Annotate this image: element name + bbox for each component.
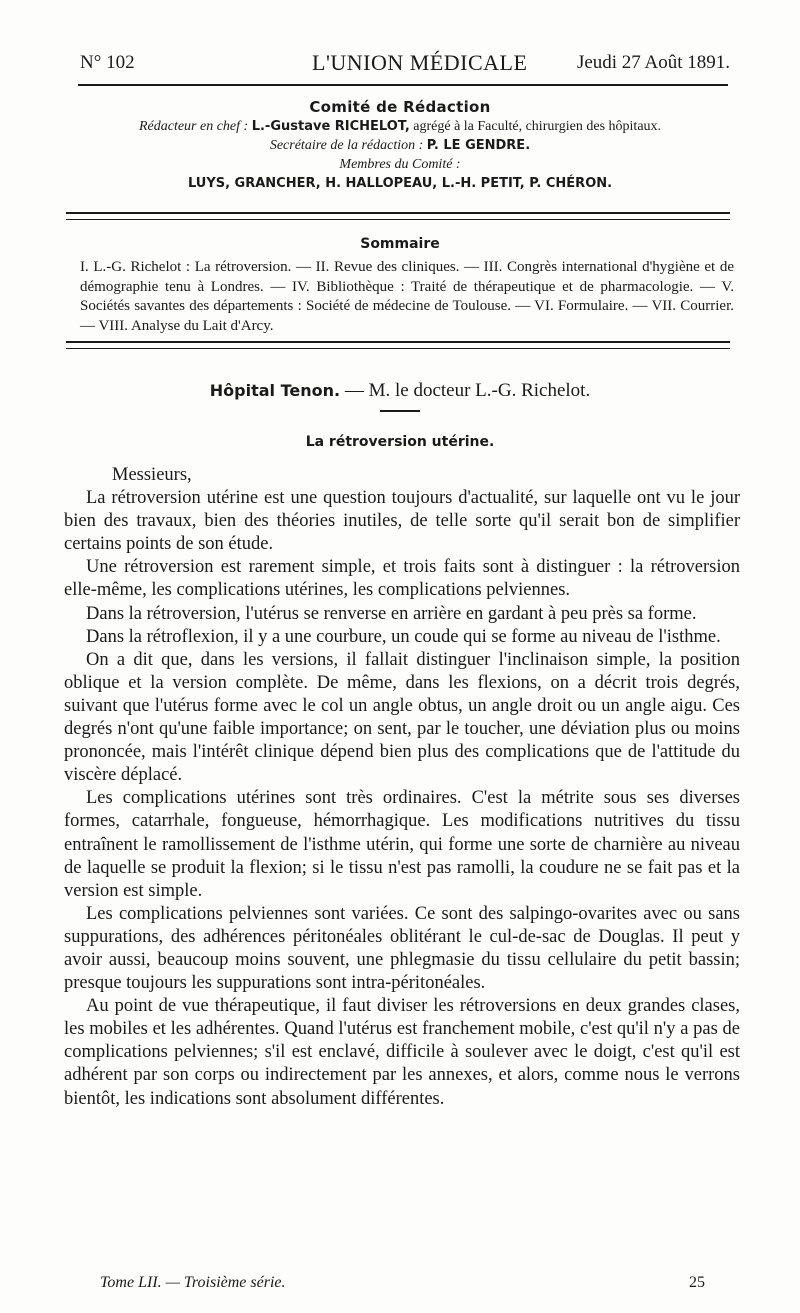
paragraph: Une rétroversion est rarement simple, et trois faits sont à distinguer : la rétroversion elle-même, les complications utérines, les complications pelviennes. xyxy=(64,557,740,601)
paragraph: Les complications pelviennes sont variées. Ce sont des salpingo-ovarites avec ou sans suppurations, des adhérences péritonéales oblitérant le cul-de-sac de Douglas. Il peut y avoir aussi, beaucoup moins souvent, une phlegmasie du tissu cellulaire du petit bassin; presque toujours les suppurations sont intra-péritonéales. xyxy=(64,903,740,994)
members-label: Membres du Comité : xyxy=(339,157,461,172)
paragraph: Les complications utérines sont très ordinaires. C'est la métrite sous ses diverses formes, catarrhale, fongueuse, hémorrhagique. Les modifications nutritives du tissu entraînent le ramollissement de l'isthme utérin, qui forme une sorte de charnière au niveau de laquelle se produit la flexion; si le tissu n'est pas ramolli, la coudure ne se fait pas et la version est simple. xyxy=(64,788,740,901)
issue-date: Jeudi 27 Août 1891. xyxy=(576,52,730,73)
committee-rule xyxy=(66,212,730,220)
members-list: LUYS, GRANCHER, H. HALLOPEAU, L.-H. PETIT, P. CHÉRON. xyxy=(187,176,613,191)
paragraph: Dans la rétroflexion, il y a une courbure, un coude qui se forme au niveau de l'isthme. xyxy=(86,626,721,647)
article-body xyxy=(64,464,740,1111)
paragraph: Au point de vue thérapeutique, il faut diviser les rétroversions en deux grandes clases, les mobiles et les adhérentes. Quand l'utérus est franchement mobile, c'est qu'il n'y a pas de complications pelviennes; s'il est enclavé, difficile à soulever avec le doigt, c'est qu'il est adhérent par son corps ou indirectement par les annexes, et alors, comme nous le verrons bientôt, les indications sont absolument différentes. xyxy=(64,996,740,1109)
paragraph: On a dit que, dans les versions, il fallait distinguer l'inclinaison simple, la position oblique et la version complète. De même, dans les flexions, on a décrit trois degrés, suivant que l'utérus forme avec le col un angle obtus, un angle droit ou un angle aigu. Ces degrés n'ont qu'une faible importance; on sent, par le toucher, une déviation plus ou moins prononcée, mais l'intérêt clinique dépend bien plus des complications que de l'attitude du viscère déplacé. xyxy=(64,649,740,786)
secretary-name: P. LE GENDRE. xyxy=(426,138,531,153)
hospital-name: Hôpital Tenon. xyxy=(209,381,341,400)
page-footer xyxy=(100,1274,705,1292)
header-rule xyxy=(78,84,728,86)
editor-line xyxy=(60,117,740,136)
paragraph: Dans la rétroversion, l'utérus se renverse en arrière en gardant à peu près sa forme. xyxy=(86,603,697,624)
secretary-role: Secrétaire de la rédaction : xyxy=(269,138,424,153)
editor-name: L.-Gustave RICHELOT, xyxy=(251,119,410,134)
secretary-line xyxy=(60,136,740,155)
byline-rule xyxy=(380,410,420,412)
paragraph: La rétroversion utérine est une question toujours d'actualité, sur laquelle ont vu le jour bien des travaux, bien des théories inutiles, de telle sorte qu'il serait bon de simplifier certains points de son étude. xyxy=(64,488,740,555)
salutation: Messieurs, xyxy=(112,465,192,485)
summary-title: Sommaire xyxy=(360,236,440,252)
article-byline xyxy=(0,380,800,402)
doctor-name: — M. le docteur L.-G. Richelot. xyxy=(340,380,591,401)
editor-role: Rédacteur en chef : xyxy=(138,119,249,134)
issue-number: N° 102 xyxy=(80,52,135,73)
summary-text: I. L.-G. Richelot : La rétroversion. — II. Revue des cliniques. — III. Congrès international d'hygiène et de démographie tenu à Londres. — IV. Bibliothèque : Traité de thérapeutique et de pharmacologie. — V. Sociétés savantes des départements : Société de médecine de Toulouse. — VI. Formulaire. — VII. Courrier. — VIII. Analyse du Lait d'Arcy. xyxy=(80,259,734,334)
journal-title: L'UNION MÉDICALE xyxy=(312,50,528,75)
article-title: La rétroversion utérine. xyxy=(305,434,495,450)
page-number: 25 xyxy=(689,1274,705,1291)
committee-title: Comité de Rédaction xyxy=(309,98,491,116)
editorial-committee xyxy=(60,98,740,193)
volume-info: Tome LII. — Troisième série. xyxy=(100,1274,286,1291)
editor-description: agrégé à la Faculté, chirurgien des hôpitaux. xyxy=(413,119,662,134)
summary-rule xyxy=(66,341,730,349)
page-header xyxy=(80,52,730,84)
